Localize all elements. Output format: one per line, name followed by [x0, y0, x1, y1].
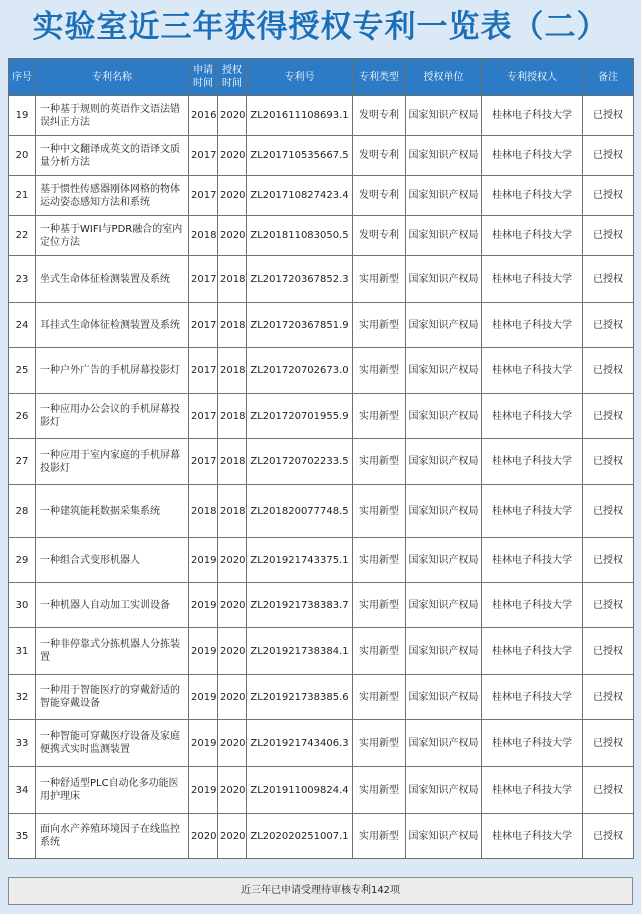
cell-holder: 桂林电子科技大学 [482, 348, 583, 394]
header-apply: 申请时间 [189, 59, 218, 96]
cell-name: 一种组合式变形机器人 [36, 538, 189, 583]
cell-name: 一种用于智能医疗的穿戴舒适的智能穿戴设备 [36, 675, 189, 720]
table-row [9, 136, 634, 176]
cell-number: ZL201811083050.5 [247, 216, 353, 256]
cell-number: ZL201611108693.1 [247, 96, 353, 136]
table-row [9, 720, 634, 767]
cell-name: 一种机器人自动加工实训设备 [36, 583, 189, 628]
cell-type: 实用新型 [353, 348, 406, 394]
cell-unit: 国家知识产权局 [406, 767, 482, 814]
cell-note: 已授权 [583, 439, 634, 485]
cell-name: 一种智能可穿戴医疗设备及家庭便携式实时监测装置 [36, 720, 189, 767]
cell-number: ZL201720367852.3 [247, 256, 353, 303]
cell-unit: 国家知识产权局 [406, 538, 482, 583]
cell-holder: 桂林电子科技大学 [482, 814, 583, 859]
cell-apply: 2018 [189, 485, 218, 538]
cell-unit: 国家知识产权局 [406, 256, 482, 303]
cell-number: ZL201921738383.7 [247, 583, 353, 628]
cell-number: ZL202020251007.1 [247, 814, 353, 859]
patent-table [8, 58, 634, 859]
header-grant: 授权时间 [218, 59, 247, 96]
cell-note: 已授权 [583, 538, 634, 583]
cell-no: 21 [9, 176, 36, 216]
cell-grant: 2020 [218, 814, 247, 859]
cell-apply: 2017 [189, 439, 218, 485]
cell-holder: 桂林电子科技大学 [482, 216, 583, 256]
cell-type: 发明专利 [353, 96, 406, 136]
table-row [9, 628, 634, 675]
cell-type: 实用新型 [353, 394, 406, 439]
cell-apply: 2017 [189, 394, 218, 439]
footer-note: 近三年已申请受理待审核专利142项 [8, 877, 633, 905]
cell-number: ZL201720702673.0 [247, 348, 353, 394]
header-number: 专利号 [247, 59, 353, 96]
table-row [9, 767, 634, 814]
cell-type: 实用新型 [353, 439, 406, 485]
cell-holder: 桂林电子科技大学 [482, 394, 583, 439]
header-type: 专利类型 [353, 59, 406, 96]
cell-grant: 2020 [218, 538, 247, 583]
cell-note: 已授权 [583, 583, 634, 628]
cell-apply: 2019 [189, 628, 218, 675]
cell-no: 34 [9, 767, 36, 814]
cell-no: 35 [9, 814, 36, 859]
table-row [9, 583, 634, 628]
cell-note: 已授权 [583, 216, 634, 256]
cell-apply: 2016 [189, 96, 218, 136]
cell-grant: 2020 [218, 675, 247, 720]
cell-note: 已授权 [583, 176, 634, 216]
cell-unit: 国家知识产权局 [406, 348, 482, 394]
cell-type: 实用新型 [353, 583, 406, 628]
cell-holder: 桂林电子科技大学 [482, 628, 583, 675]
cell-no: 22 [9, 216, 36, 256]
cell-type: 实用新型 [353, 538, 406, 583]
cell-number: ZL201921738385.6 [247, 675, 353, 720]
cell-holder: 桂林电子科技大学 [482, 96, 583, 136]
cell-unit: 国家知识产权局 [406, 394, 482, 439]
cell-unit: 国家知识产权局 [406, 216, 482, 256]
cell-type: 实用新型 [353, 814, 406, 859]
cell-note: 已授权 [583, 348, 634, 394]
cell-note: 已授权 [583, 814, 634, 859]
cell-apply: 2017 [189, 303, 218, 348]
cell-no: 25 [9, 348, 36, 394]
cell-no: 23 [9, 256, 36, 303]
cell-grant: 2020 [218, 216, 247, 256]
table-row [9, 394, 634, 439]
table-row [9, 96, 634, 136]
header-no: 序号 [9, 59, 36, 96]
cell-holder: 桂林电子科技大学 [482, 136, 583, 176]
cell-name: 一种中文翻译成英文的语译文质量分析方法 [36, 136, 189, 176]
cell-type: 发明专利 [353, 216, 406, 256]
cell-no: 33 [9, 720, 36, 767]
cell-apply: 2017 [189, 176, 218, 216]
cell-type: 实用新型 [353, 720, 406, 767]
page-title: 实验室近三年获得授权专利一览表（二） [32, 9, 609, 45]
cell-note: 已授权 [583, 394, 634, 439]
cell-no: 27 [9, 439, 36, 485]
cell-number: ZL201710827423.4 [247, 176, 353, 216]
cell-note: 已授权 [583, 485, 634, 538]
table-row [9, 256, 634, 303]
header-name: 专利名称 [36, 59, 189, 96]
cell-no: 28 [9, 485, 36, 538]
cell-type: 实用新型 [353, 628, 406, 675]
cell-name: 一种非停靠式分拣机器人分拣装置 [36, 628, 189, 675]
cell-apply: 2017 [189, 256, 218, 303]
cell-grant: 2020 [218, 720, 247, 767]
cell-unit: 国家知识产权局 [406, 439, 482, 485]
cell-type: 实用新型 [353, 675, 406, 720]
cell-name: 坐式生命体征检测装置及系统 [36, 256, 189, 303]
cell-name: 一种户外广告的手机屏幕投影灯 [36, 348, 189, 394]
table-row [9, 814, 634, 859]
cell-holder: 桂林电子科技大学 [482, 176, 583, 216]
cell-apply: 2019 [189, 767, 218, 814]
cell-holder: 桂林电子科技大学 [482, 675, 583, 720]
cell-type: 实用新型 [353, 303, 406, 348]
cell-no: 29 [9, 538, 36, 583]
cell-unit: 国家知识产权局 [406, 136, 482, 176]
cell-apply: 2020 [189, 814, 218, 859]
cell-type: 实用新型 [353, 767, 406, 814]
cell-no: 19 [9, 96, 36, 136]
cell-type: 实用新型 [353, 256, 406, 303]
cell-grant: 2018 [218, 303, 247, 348]
table-row [9, 176, 634, 216]
cell-apply: 2019 [189, 675, 218, 720]
cell-name: 一种基于WIFI与PDR融合的室内定位方法 [36, 216, 189, 256]
header-note: 备注 [583, 59, 634, 96]
cell-grant: 2018 [218, 485, 247, 538]
cell-unit: 国家知识产权局 [406, 720, 482, 767]
table-row [9, 216, 634, 256]
cell-holder: 桂林电子科技大学 [482, 538, 583, 583]
cell-holder: 桂林电子科技大学 [482, 439, 583, 485]
cell-unit: 国家知识产权局 [406, 675, 482, 720]
cell-no: 26 [9, 394, 36, 439]
cell-note: 已授权 [583, 628, 634, 675]
table-row [9, 348, 634, 394]
cell-number: ZL201921743375.1 [247, 538, 353, 583]
cell-grant: 2020 [218, 96, 247, 136]
cell-unit: 国家知识产权局 [406, 485, 482, 538]
table-header-row [9, 59, 634, 96]
table-row [9, 675, 634, 720]
cell-grant: 2018 [218, 439, 247, 485]
cell-name: 耳挂式生命体征检测装置及系统 [36, 303, 189, 348]
cell-note: 已授权 [583, 675, 634, 720]
cell-grant: 2020 [218, 176, 247, 216]
cell-number: ZL201710535667.5 [247, 136, 353, 176]
table-row [9, 485, 634, 538]
cell-name: 一种舒适型PLC自动化多功能医用护理床 [36, 767, 189, 814]
cell-holder: 桂林电子科技大学 [482, 303, 583, 348]
table-row [9, 538, 634, 583]
cell-apply: 2017 [189, 348, 218, 394]
cell-note: 已授权 [583, 720, 634, 767]
cell-no: 31 [9, 628, 36, 675]
cell-type: 发明专利 [353, 136, 406, 176]
cell-holder: 桂林电子科技大学 [482, 485, 583, 538]
cell-number: ZL201921743406.3 [247, 720, 353, 767]
cell-note: 已授权 [583, 303, 634, 348]
cell-number: ZL201720702233.5 [247, 439, 353, 485]
cell-name: 一种应用办公会议的手机屏幕投影灯 [36, 394, 189, 439]
header-unit: 授权单位 [406, 59, 482, 96]
cell-note: 已授权 [583, 136, 634, 176]
cell-grant: 2018 [218, 256, 247, 303]
cell-holder: 桂林电子科技大学 [482, 256, 583, 303]
cell-note: 已授权 [583, 767, 634, 814]
cell-type: 实用新型 [353, 485, 406, 538]
cell-no: 20 [9, 136, 36, 176]
cell-number: ZL201720701955.9 [247, 394, 353, 439]
cell-grant: 2018 [218, 394, 247, 439]
cell-type: 发明专利 [353, 176, 406, 216]
cell-holder: 桂林电子科技大学 [482, 767, 583, 814]
cell-grant: 2020 [218, 767, 247, 814]
cell-apply: 2019 [189, 583, 218, 628]
cell-number: ZL201911009824.4 [247, 767, 353, 814]
cell-unit: 国家知识产权局 [406, 176, 482, 216]
cell-apply: 2017 [189, 136, 218, 176]
table-row [9, 303, 634, 348]
cell-grant: 2020 [218, 583, 247, 628]
cell-holder: 桂林电子科技大学 [482, 720, 583, 767]
cell-name: 面向水产养殖环境因子在线监控系统 [36, 814, 189, 859]
cell-number: ZL201820077748.5 [247, 485, 353, 538]
cell-holder: 桂林电子科技大学 [482, 583, 583, 628]
cell-name: 一种建筑能耗数据采集系统 [36, 485, 189, 538]
table-body [9, 96, 634, 859]
header-holder: 专利授权人 [482, 59, 583, 96]
cell-no: 30 [9, 583, 36, 628]
cell-no: 32 [9, 675, 36, 720]
cell-unit: 国家知识产权局 [406, 628, 482, 675]
cell-unit: 国家知识产权局 [406, 814, 482, 859]
cell-unit: 国家知识产权局 [406, 303, 482, 348]
cell-name: 一种基于规则的英语作文语法错误纠正方法 [36, 96, 189, 136]
cell-no: 24 [9, 303, 36, 348]
cell-apply: 2018 [189, 216, 218, 256]
cell-apply: 2019 [189, 538, 218, 583]
cell-name: 基于惯性传感器刚体网格的物体运动姿态感知方法和系统 [36, 176, 189, 216]
cell-grant: 2020 [218, 628, 247, 675]
cell-note: 已授权 [583, 96, 634, 136]
cell-number: ZL201720367851.9 [247, 303, 353, 348]
cell-apply: 2019 [189, 720, 218, 767]
cell-unit: 国家知识产权局 [406, 96, 482, 136]
table-row [9, 439, 634, 485]
cell-grant: 2020 [218, 136, 247, 176]
cell-number: ZL201921738384.1 [247, 628, 353, 675]
cell-grant: 2018 [218, 348, 247, 394]
cell-unit: 国家知识产权局 [406, 583, 482, 628]
cell-name: 一种应用于室内家庭的手机屏幕投影灯 [36, 439, 189, 485]
cell-note: 已授权 [583, 256, 634, 303]
